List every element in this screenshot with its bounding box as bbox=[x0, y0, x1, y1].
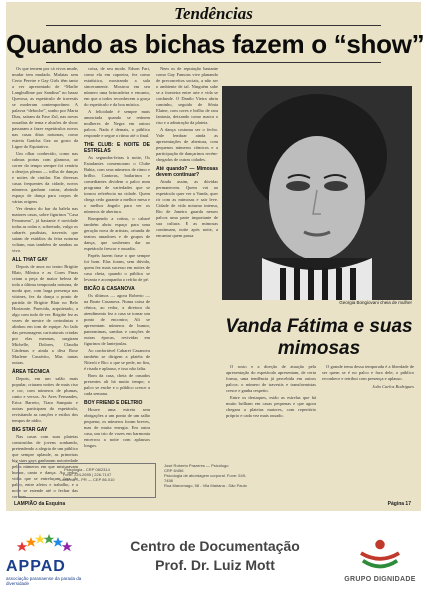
subheading: BOY FRIEND E DELTRIO bbox=[84, 400, 143, 406]
subheading: BIG STAR GAY bbox=[12, 427, 48, 433]
advertisement-box-left bbox=[18, 463, 156, 498]
grupo-dignidade-text: GRUPO DIGNIDADE bbox=[344, 576, 416, 583]
paragraph: A dança costuma ser o fecho. Vale lembrar ainda as apresentações de abertura, com pequenos números cômicos e a participação de dançarinos recém-chegados de outras cidades. bbox=[156, 127, 218, 162]
article-column-4 bbox=[226, 364, 316, 496]
paragraph: Houve uma estreia sem obrigações a um ponto de um salão pequeno; os números foram breves, mas de muita energia. Em outra casa, um trio de vozes em harmonia encerrou a noite com aplausos longos. bbox=[84, 407, 150, 448]
paragraph: Rompendo a rotina, o cabaré também abriu espaço para uma geração nova de artistas, oriunda de teatros amadores e de grupos de dança, que souberam dar ao espetáculo frescor e ousadia. bbox=[84, 216, 150, 251]
paragraph: Ainda assim, as dúvidas permanecem. Quem vai ao espetáculo quer ver a Vanda, quer rir com as mimosas e sair leve. Cidade de vida noturna intensa, Rio de Janeiro guarda nesses palcos uma parte importante de sua cultura. E as mimosas continuam, noite após noite, a encantar quem passa. bbox=[156, 179, 218, 238]
paragraph: Um olhar conhecido, como nas calmas portas com glamour, ao correr do tempo sempre foi cenário a desejos plenos — trilha de danças e noites de cintilar. Em diversas casas frequentes da cidade, novos números ganham cartaz, abrindo espaço de dança para corpos de várias origens. bbox=[12, 151, 78, 204]
portrait-image bbox=[222, 86, 412, 300]
subheading: ÁREA TÉCNICA bbox=[12, 369, 50, 375]
article-column-3 bbox=[156, 66, 218, 459]
ad-line: Rua Marcenago, 58 - Vila Mariana - São Paulo bbox=[164, 483, 247, 488]
publication-name: LAMPIÃO da Esquina bbox=[14, 501, 66, 507]
photo-caption: Georgia Bongiovani cheia de mulher bbox=[339, 300, 412, 305]
article-column-1 bbox=[12, 66, 78, 499]
appad-logo-text: APPAD bbox=[6, 558, 66, 575]
paragraph: Depois de anos no teatro Brigitte Blair, Mônica e as Cores Finas criam a peça de maior beleza de toda a última temporada noturna, de moda que, com larga presença nas vitrines, fez da dança o ponto de partida de Brigitte Blair no Belo Horizonte. Parecido, arquitetado, a algo com tudo de ver. Brigitte fez as vezes de mestre de cerimônias e alinhou em tom de equipe. Ao lado das personagens caricaturais criadas por elas mesmas, surgiram Michelle, Dolores, Claudia Cárdenas e ainda a diva Rose Marlene Cassérito, Mas tantas outras. bbox=[12, 264, 78, 365]
paragraph: Depois, em um salão mais popular, criaram noites de mais riso e cor, com números de plumas, canto e versos. As Aves Fernandes, Erica Barreto, Tiara Sampaio e outras participam do espetáculo, revisitando as canções e estilos dos tempos de rádio. bbox=[12, 376, 78, 423]
ad-line: Psicologia - CRP 08/2314 bbox=[64, 467, 110, 472]
page-number: Página 17 bbox=[387, 501, 411, 507]
paragraph: A felicidade é sempre mais anunciada quando se reúnem mulheres de Negra em outros palcos. Nada é demais, o público responde e segue o ritmo até o final. bbox=[84, 109, 150, 138]
ad-line: Fone: 224-2695 | 226-7147 bbox=[62, 472, 112, 477]
paragraph: O rosto e a direção de atuação pela apresentação do espetáculo apresentam, de certa forma, uma tendência já percebida em outros palcos: o número de travestis e transformistas cresce e ganha respeito. bbox=[226, 364, 316, 393]
ad-line: Londrina — PR — CEP 86.010 bbox=[59, 477, 115, 482]
divider-under-headline bbox=[46, 62, 381, 63]
paragraph: Ao confortável Cabaret Casanova também se dirigem a platéia de Niterói e Rio: o que se pede, no fim, é risada e aplauso, e isso não falta. bbox=[84, 348, 150, 371]
article-column-5 bbox=[322, 364, 414, 496]
headline: Quando as bichas fazem o “show” bbox=[6, 29, 425, 59]
subheading: THE CLUB: E NOITE DE ESTRELAS bbox=[84, 142, 150, 154]
divider-top bbox=[46, 25, 381, 26]
archive-title: Centro de Documentação bbox=[130, 538, 300, 554]
paragraph: Nas casas com suas plateias construídas de jovens sonhando, pretendendo a alegria de um público que sempre aplaude, as primeiras big stars gays ganharam notoriedade pelos números em que misturavam humor, canto e dança. Ao redor, vidas que se entrelaçam fora do palco, entre afetos e trabalho, e a noite se estende até o fechar das cortinas. bbox=[12, 434, 78, 499]
article-column-2 bbox=[84, 66, 150, 459]
paragraph: Os que temem por cá vivos mude, mudar tem mudado. Mulatas sem Certo Pereire e Gay Girls têm tanto a ver apresentado de “Marlie Langbullime por Sandina” no bazar Querosa, as espetáculo de travestis se moderam contemporâneo. A palavra “deboche”, sonho por Marta Dias, saíram da Fase Zul, nas novas ousadias de tema e alusões de show passaram a fazer espetáculos novos nas casas ditas noturnas, como estreia Gaúcha Gez ao gosto da Ligne do Equitativo. bbox=[12, 66, 78, 149]
subheading: ALL THAT GAY bbox=[12, 257, 48, 263]
ad-line: Psicologia de abordagem corporal. Fone: 549-7458 bbox=[164, 473, 247, 483]
paragraph: Ver dentro do bar da balela nas maiores casas, sobre figurinos "Casa Fenomeno", já bastante é novidade todas as rodas e, sobretudo, vulgo os cabarés paulistas, travestis que saiam de estúdios da feira noturna voltam, mas também de sambas ao vivo. bbox=[12, 206, 78, 253]
ad-line: José Roberto Prazeres — Psicólogo bbox=[164, 463, 229, 468]
appad-logo-subtitle: associação paranaense da parada da diversidade bbox=[6, 576, 82, 586]
paragraph: As segundas-feiras à noite, Os Estudantes comemoram o Clube Bahia, com seus números de ritmo e brilho. Cantoras, bailarinos e comediantes dividem o palco num programa de variedades que se tornou referência na cidade. Quem chega cedo garante a melhor mesa e o melhor ângulo para ver os números de abertura. bbox=[84, 155, 150, 214]
author-signature: João Carlos Rodrigues bbox=[372, 384, 414, 389]
archive-subtitle: Prof. Dr. Luiz Mott bbox=[155, 557, 275, 573]
appad-stars-logo bbox=[6, 531, 86, 561]
ad-line: CRP 8/456 bbox=[164, 468, 184, 473]
section-title: Tendências bbox=[174, 4, 253, 23]
paragraph: Entre os destaques, estão as estrelas que há muito brilham em casas pequenas e que agora chegam a plateias maiores, com repertório próprio e cada vez mais ousado. bbox=[226, 395, 316, 418]
paragraph: O grande tema dessa temporada é a liberdade de ser quem se é no palco e fora dele; o público reconhece e retribui com presença e aplauso. bbox=[322, 364, 414, 381]
paragraph: Nem os de reputação bastante como Gay Famous vive planando de preconceitos sociais, a não ser o ambiente de tal. Ninguém sabe se a fronteira entre arte e vida se confunde. O Danilo Vieira abriu caminho, seguido de Sônia Elaine, com cores e brilho de rara fantasia, deixando como marca o riso e a admiração da plateia. bbox=[156, 66, 218, 125]
subheadline: Vanda Fátima e suas mimosas bbox=[225, 316, 413, 359]
paragraph: coisa, de seu modo. Edson Fari, como ela em capoeira, fez como estatística, mostrando a sala sinceramente. Mostrou em seu número uma brincadeira e encanto, em que a todos reconhecem a graça do espetáculo e da boa música. bbox=[84, 66, 150, 107]
subheading: Até quando? — Mimosas devem continuar? bbox=[156, 166, 218, 178]
paragraph: Os últimos — agora Roberto — na Boate Casanova. Numa caixa de cênica, ao redor, a diretora do atendimento fez a casa se tornar um ponto de encontro; Ali se apresentam números de humor, pantomimas, sambas e canções de outras épocas, revividas em figurinos de lantejoulas. bbox=[84, 293, 150, 346]
grupo-dignidade-logo bbox=[340, 536, 420, 574]
newspaper-page bbox=[6, 2, 425, 511]
subheading: BICÃO & CASANOVA bbox=[84, 286, 135, 292]
portrait-photo bbox=[222, 86, 412, 300]
paragraph: Papéis fazem frase o que sempre foi bom. Elas foram, sem dúvida, quem fez mais sucesso em noites de casa cheia, quando o público se levanta e acompanha o refrão de pé. bbox=[84, 253, 150, 282]
paragraph: Bom da casa, cheia de ousados presentes ali há muito tempo; o palco se enche e o público cresce a cada semana. bbox=[84, 373, 150, 396]
